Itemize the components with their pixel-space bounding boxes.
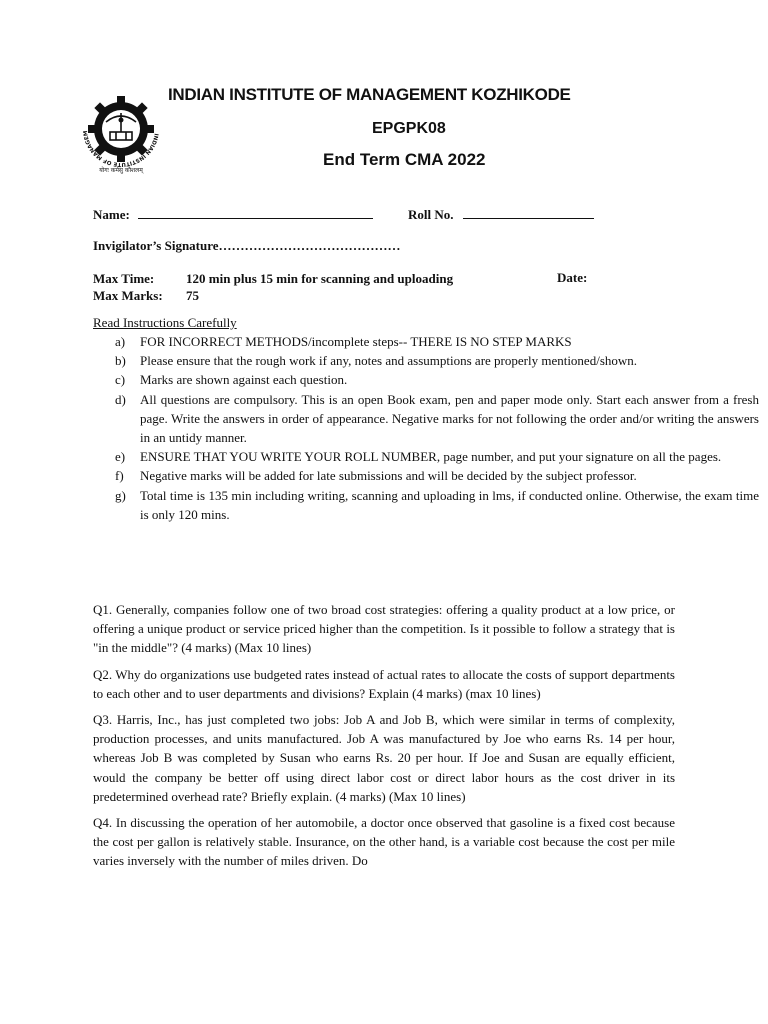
max-marks-row <box>93 287 199 305</box>
instruction-item: e) ENSURE THAT YOU WRITE YOUR ROLL NUMBER, page number, and put your signature on all the pages. <box>115 449 722 465</box>
max-marks-label: Max Marks: <box>93 288 163 303</box>
name-label: Name: <box>93 207 130 222</box>
logo-motto: योगः कर्मसु कौशलम् <box>99 167 143 174</box>
question-1: Q1. Generally, companies follow one of two broad cost strategies: offering a quality product at a low price, or offering a unique product or service priced higher than the competition. Is it possible to follow a strategy that is "in the middle"? (4 marks) (Max 10 lines) <box>93 602 675 656</box>
exam-title: End Term CMA 2022 <box>323 150 486 169</box>
instruction-item: g) Total time is 135 min including writing, scanning and uploading in lms, if conducted online. Otherwise, the exam time is only 120 mins. <box>115 487 759 522</box>
roll-line[interactable] <box>463 206 594 219</box>
question-2: Q2. Why do organizations use budgeted rates instead of actual rates to allocate the costs of support departments to each other and to user departments and divisions? Explain (4 marks) (max 10 lines) <box>93 666 675 701</box>
instruction-item: a) FOR INCORRECT METHODS/incomplete steps-- THERE IS NO STEP MARKS <box>115 334 572 349</box>
date-label: Date: <box>557 270 588 285</box>
invigilator-signature: Invigilator’s Signature…………………………………… <box>93 238 401 253</box>
max-marks-value: 75 <box>186 288 199 303</box>
instructions-heading: Read Instructions Carefully <box>93 315 237 330</box>
roll-field <box>408 206 594 224</box>
question-4: Q4. In discussing the operation of her automobile, a doctor once observed that gasoline is a fixed cost because the cost per gallon is relatively stable. Insurance, on the other hand, is a variable cost because the cost per mile varies inversely with the number of miles driven. Do <box>93 815 675 869</box>
instruction-item: c) Marks are shown against each question. <box>115 372 348 388</box>
roll-label: Roll No. <box>408 207 454 222</box>
name-field <box>93 206 373 224</box>
question-3: Q3. Harris, Inc., has just completed two jobs: Job A and Job B, which were similar in terms of complexity, production processes, and units manufactured. Job A was manufactured by Joe who earns Rs. 14 per hour, whereas Job B was completed by Susan who earns Rs. 20 per hour. If Joe and Susan are equally efficient, would the company be better off using direct labor cost or direct labor hours as the cost driver in its predetermined overhead rate? Briefly explain. (4 marks) (Max 10 lines) <box>93 712 675 804</box>
institute-logo <box>74 82 168 176</box>
instruction-item: f) Negative marks will be added for late submissions and will be decided by the subject professor. <box>115 468 637 484</box>
instruction-item: d) All questions are compulsory. This is an open Book exam, pen and paper mode only. Start each answer from a fresh page. Write the answers in order of appearance. Negative marks for not following the order and/or writing the answers in an untidy manner. <box>115 391 759 446</box>
course-code: EPGPK08 <box>372 120 446 137</box>
instructions-list <box>115 332 759 524</box>
iimk-emblem-icon <box>74 82 168 176</box>
max-time-value: 120 min plus 15 min for scanning and uploading <box>186 271 454 286</box>
name-line[interactable] <box>138 206 373 219</box>
max-time-row <box>93 270 453 288</box>
instruction-item: b) Please ensure that the rough work if any, notes and assumptions are properly mentioned/shown. <box>115 353 638 369</box>
questions-section <box>93 600 675 878</box>
institute-name: INDIAN INSTITUTE OF MANAGEMENT KOZHIKODE <box>168 85 571 104</box>
max-time-label: Max Time: <box>93 271 155 286</box>
svg-text:INDIAN INSTITUTE OF MANAGEMENT: INDIAN INSTITUTE OF MANAGEM <box>82 130 159 168</box>
